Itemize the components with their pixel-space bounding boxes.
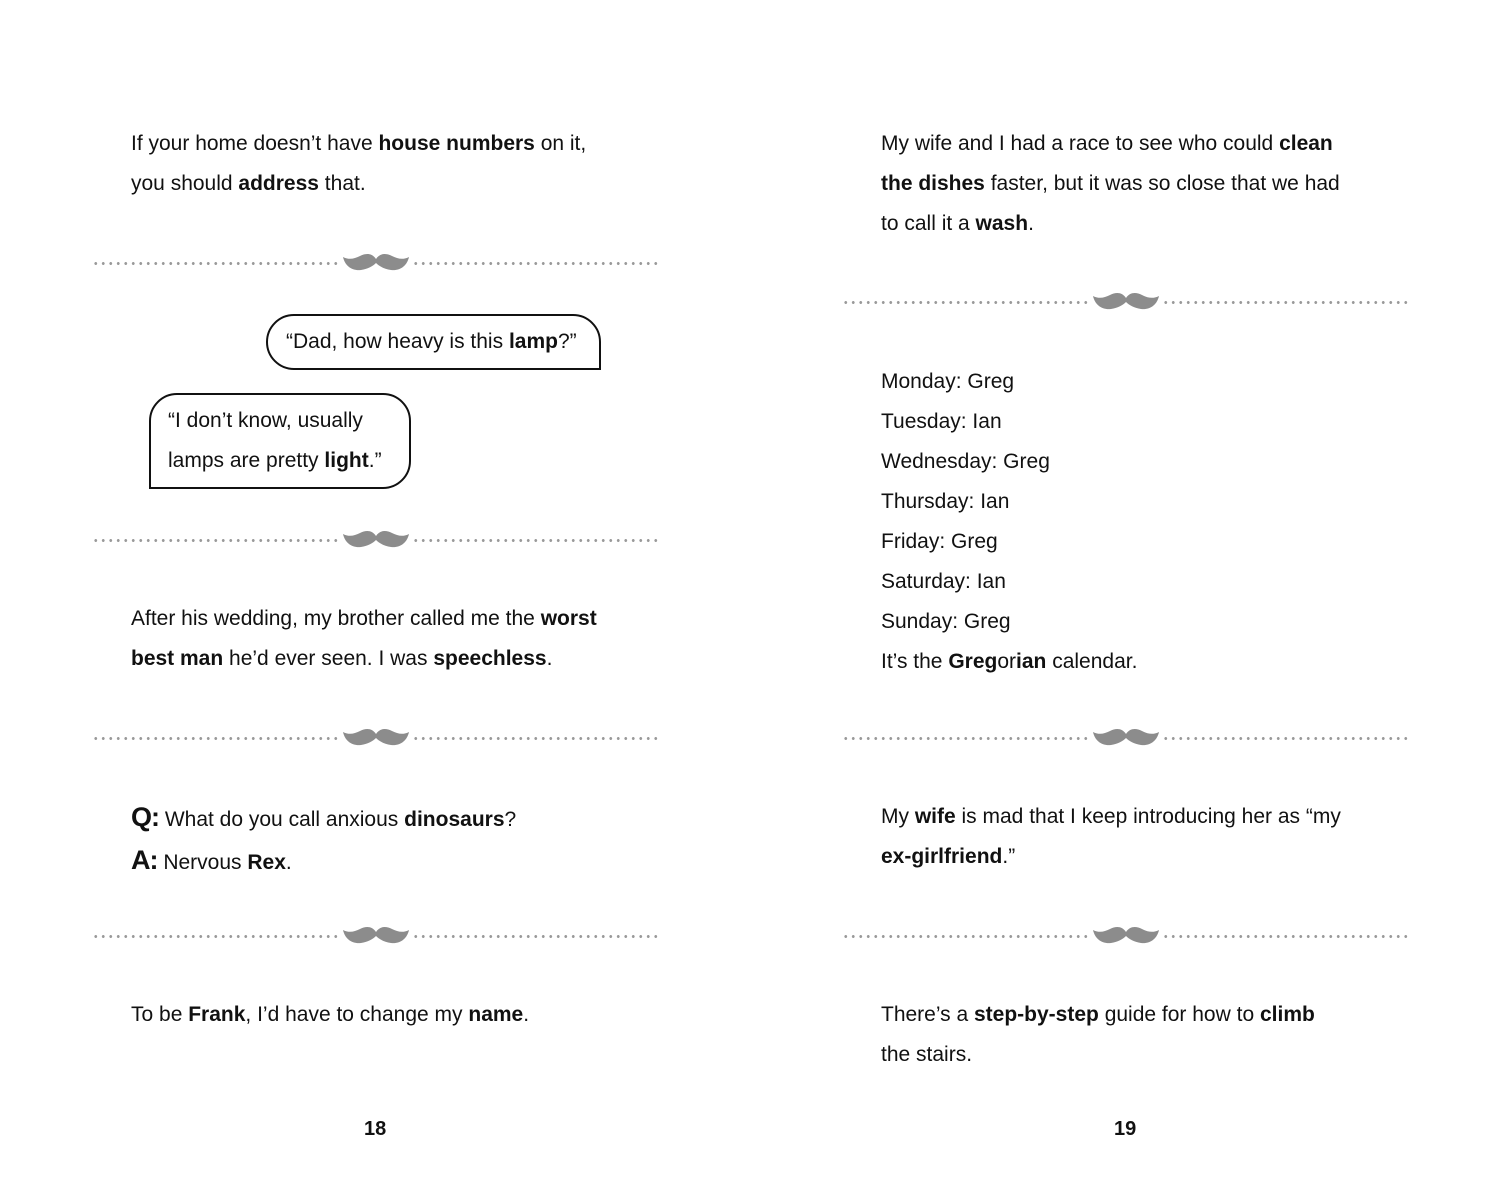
joke-line [881,164,1340,204]
text-run: .” [1002,845,1016,868]
joke-line [131,639,597,679]
lamp-question [286,322,577,362]
bold-text-run: wife [914,805,956,828]
joke-line [131,995,529,1035]
text-run: “I don’t know, usually [168,409,363,432]
text-run: . [523,1003,530,1026]
joke-wife [881,797,1341,877]
a-label: A: [131,845,158,875]
separator [92,723,660,753]
text-run: There’s a [881,1003,974,1026]
separator [92,921,660,951]
separator [842,921,1410,951]
bold-text-run: speechless [433,647,547,670]
dotted-rule [1162,737,1410,740]
joke-calendar [881,362,1137,682]
text-run: . [1028,212,1034,235]
joke-stairs [881,995,1315,1075]
bold-text-run: climb [1259,1003,1315,1026]
bold-text-run: clean [1279,132,1333,155]
text-run: To be [131,1003,189,1026]
dotted-rule [92,737,340,740]
dotted-rule [92,539,340,542]
bold-text-run: light [324,449,369,472]
joke-dinosaurs [131,797,516,883]
mustache-icon [342,725,410,749]
joke-line [131,124,586,164]
joke-dishes [881,124,1340,244]
text-run: What do you call anxious [159,808,405,831]
text-run: My wife and I had a race to see who could [881,132,1280,155]
text-run: the stairs. [881,1043,973,1066]
calendar-line [881,522,1137,562]
joke-line [881,204,1340,244]
dotted-rule [842,301,1090,304]
calendar-punchline [881,642,1137,682]
dotted-rule [1162,301,1410,304]
text-run: you should [131,172,239,195]
dotted-rule [412,539,660,542]
separator [842,287,1410,317]
dotted-rule [412,262,660,265]
text-run: on it, [534,132,587,155]
bold-text-run: step-by-step [974,1003,1099,1026]
text-run: is mad that I keep introducing her as “my [955,805,1341,828]
text-run: . [546,647,553,670]
joke-line [131,599,597,639]
question-text [159,808,516,831]
text-run: guide for how to [1098,1003,1260,1026]
joke-line [881,837,1341,877]
text-run: Saturday: Ian [881,570,1006,593]
bold-text-run: best man [131,647,224,670]
mustache-icon [1092,725,1160,749]
calendar-line [881,402,1137,442]
mustache-icon [1092,289,1160,313]
separator [842,723,1410,753]
bold-text-run: Frank [188,1003,246,1026]
bold-text-run: ex-girlfriend [881,845,1003,868]
q-label: Q: [131,802,159,832]
bold-text-run: wash [975,212,1029,235]
joke-line [881,797,1341,837]
text-run: My [881,805,915,828]
dotted-rule [412,737,660,740]
dotted-rule [92,935,340,938]
text-run: Nervous [157,851,248,874]
text-run: Monday: Greg [881,370,1015,393]
lamp-answer [168,401,382,481]
text-run: that. [318,172,366,195]
bold-text-run: Rex [247,851,286,874]
text-run: Sunday: Greg [881,610,1011,633]
joke-line [131,164,586,204]
dotted-rule [842,737,1090,740]
text-run: Thursday: Ian [881,490,1010,513]
mustache-icon [342,923,410,947]
dotted-rule [92,262,340,265]
joke-best-man [131,599,597,679]
text-run: .” [368,449,382,472]
mustache-icon [342,250,410,274]
answer-line [168,401,382,441]
text-run: After his wedding, my brother called me the [131,607,541,630]
dotted-rule [412,935,660,938]
text-run: he’d ever seen. I was [223,647,434,670]
joke-line [881,1035,1315,1075]
text-run: , I’d have to change my [245,1003,469,1026]
qa-answer-line [131,840,516,883]
joke-line [881,995,1315,1035]
joke-frank [131,995,529,1035]
calendar-line [881,482,1137,522]
text-run: “Dad, how heavy is this [286,330,509,353]
text-run: Friday: Greg [881,530,998,553]
text-run: lamps are pretty [168,449,325,472]
text-run: calendar. [1046,650,1138,673]
bold-text-run: ian [1016,650,1047,673]
calendar-line [881,562,1137,602]
text-run: to call it a [881,212,976,235]
bold-text-run: lamp [508,330,558,353]
text-run: ? [504,808,517,831]
calendar-line [881,442,1137,482]
mustache-icon [342,527,410,551]
answer-line [168,441,382,481]
dotted-rule [842,935,1090,938]
right-page [750,0,1500,1200]
text-run: . [285,851,292,874]
mustache-icon [1092,923,1160,947]
bold-text-run: the dishes [881,172,985,195]
calendar-line [881,602,1137,642]
joke-house-numbers [131,124,586,204]
text-run: or [997,650,1017,673]
bold-text-run: name [468,1003,524,1026]
bold-text-run: house numbers [378,132,535,155]
bold-text-run: address [238,172,319,195]
text-run: If your home doesn’t have [131,132,379,155]
dotted-rule [1162,935,1410,938]
answer-text [158,851,292,874]
calendar-line [881,362,1137,402]
separator [92,525,660,555]
bold-text-run: Greg [948,650,998,673]
text-run: ?” [557,330,577,353]
qa-question-line [131,797,516,840]
text-run: It’s the [881,650,949,673]
page-number: 18 [364,1118,387,1140]
bold-text-run: worst [540,607,597,630]
page-number: 19 [1114,1118,1137,1140]
bold-text-run: dinosaurs [404,808,505,831]
separator [92,248,660,278]
text-run: faster, but it was so close that we had [984,172,1340,195]
text-run: Wednesday: Greg [881,450,1050,473]
joke-line [881,124,1340,164]
text-run: Tuesday: Ian [881,410,1002,433]
